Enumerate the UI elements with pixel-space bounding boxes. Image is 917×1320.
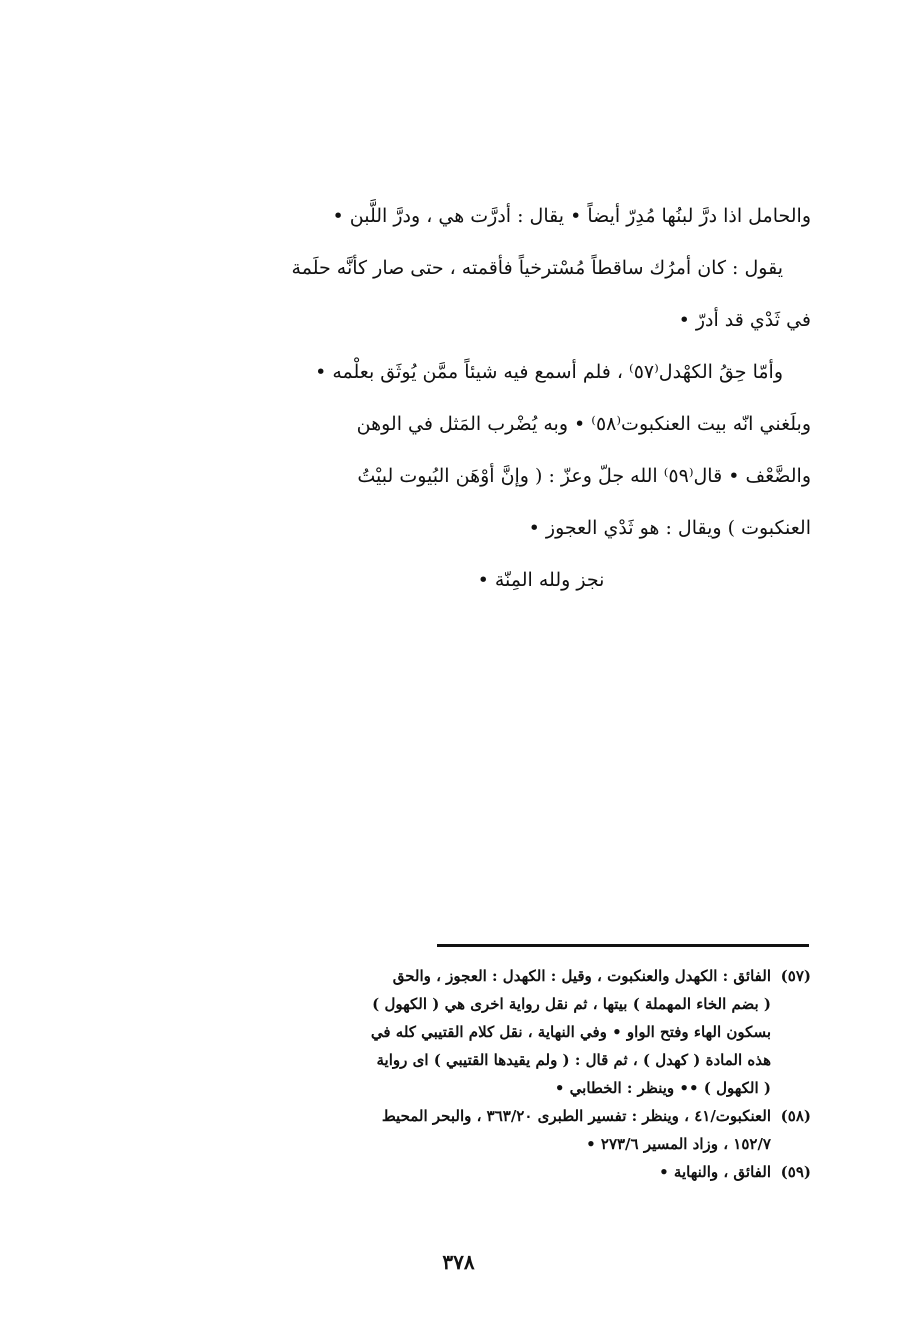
body-line: وأمّا حِقُ الكهْدل⁽٥٧⁾ ، فلم أسمع فيه شيئاً ممَّن يُوثَق بعلْمه • [315, 361, 783, 383]
footnote-divider [437, 944, 809, 947]
footnote-line: ( الكهول ) •• وينظر : الخطابي • [554, 1079, 771, 1097]
footnote-line: الفائق : الكهدل والعنكبوت ، وقيل : الكهدل : العجوز ، والحق [392, 967, 771, 985]
footnote-line: هذه المادة ( كهدل ) ، ثم قال : ( ولم يقيدها القتيبي ) اى رواية [376, 1051, 771, 1069]
footnote-line: ( بضم الخاء المهملة ) بيتها ، ثم نقل رواية اخرى هي ( الكهول ) [372, 995, 771, 1013]
body-text [151, 190, 811, 606]
footnotes [151, 962, 811, 1186]
footnote-57 [151, 962, 811, 1102]
body-line: والحامل اذا درَّ لبنُها مُدِرّ أيضاً • يقال : أدرَّت هي ، ودرَّ اللَّبن • [332, 205, 811, 227]
body-line: العنكبوت ) ويقال : هو ثَدْي العجوز • [528, 517, 811, 539]
footnote-number: (٥٧) [780, 967, 811, 985]
footnote-line: بسكون الهاء وفتح الواو • وفي النهاية ، نقل كلام القتيبي كله في [370, 1023, 771, 1041]
footnote-number: (٥٨) [780, 1107, 811, 1125]
page-number: ٣٧٨ [442, 1250, 475, 1274]
body-line: في ثَدْي قد أدرّ • [678, 309, 811, 331]
footnote-59 [151, 1158, 811, 1186]
footnote-line: الفائق ، والنهاية • [659, 1163, 771, 1181]
closing-line: نجز ولله المِنّة • [477, 569, 605, 591]
body-line: والضَّعْف • قال⁽٥٩⁾ الله جلّ وعزّ : ( وإنَّ أوْهَن البُيوت لبيْتُ [357, 465, 811, 487]
footnote-58 [151, 1102, 811, 1158]
footnote-line: ١٥٢/٧ ، وزاد المسير ٢٧٣/٦ • [586, 1135, 771, 1153]
footnote-text [151, 1102, 771, 1158]
footnote-line: العنكبوت/٤١ ، وينظر : تفسير الطبرى ٣٦٣/٢٠ ، والبحر المحيط [381, 1107, 771, 1125]
footnote-number: (٥٩) [780, 1163, 811, 1181]
footnote-text [151, 962, 771, 1102]
body-line: وبلَغني انّه بيت العنكبوت⁽٥٨⁾ • وبه يُضْرب المَثل في الوهن [356, 413, 811, 435]
body-line: يقول : كان أمرُك ساقطاً مُسْترخياً فأقمته ، حتى صار كأنَّه حلَمة [291, 257, 783, 279]
footnote-text [151, 1158, 771, 1186]
